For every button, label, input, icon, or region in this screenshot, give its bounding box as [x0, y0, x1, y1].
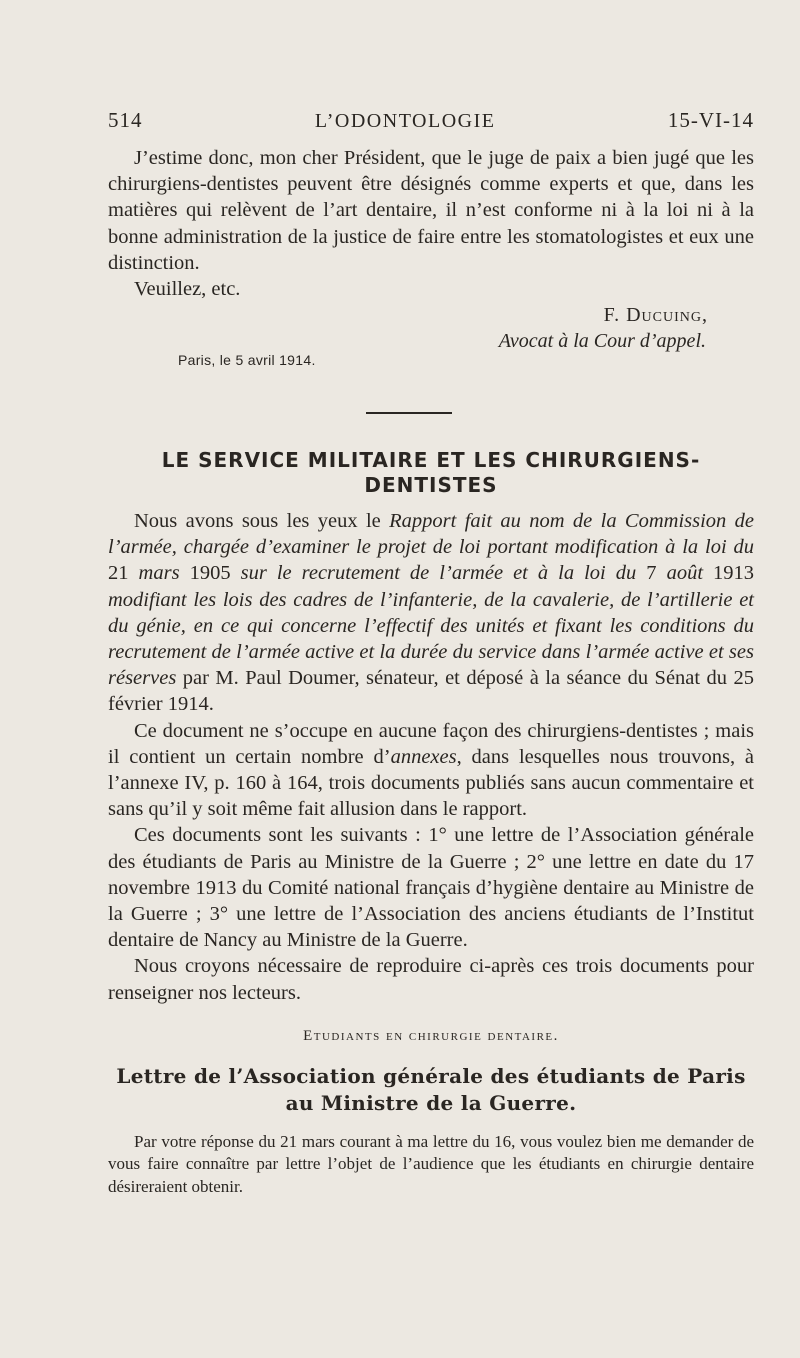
article-paragraph-3: Ces documents sont les suivants : 1° une lettre de l’Association générale des étudiants de Paris au Ministre de la Guerre ; 2° une lettre en date du 17 novembre 1913 du Comité national français d’hygiène dentaire au Ministre de la Guerre ; 3° une lettre de l’Association des anciens étudiants de l’Institut dentaire de Nancy au Ministre de la Guerre. [108, 824, 754, 952]
page-number: 514 [108, 108, 143, 132]
signature-block [108, 302, 754, 380]
article-title: LE SERVICE MILITAIRE ET LES CHIRURGIENS-DENTISTES [161, 448, 701, 498]
signature-name: F. Ducuing, [603, 304, 708, 327]
letter-paragraph: J’estime donc, mon cher Président, que le juge de paix a bien jugé que les chirurgiens-dentistes peuvent être désignés comme experts et que, dans les matières qui relèvent de l’art dentaire, il n’est conforme ni à la loi ni à la bonne administration de la justice de faire entre les stomatologistes et eux une distinction. [108, 147, 754, 274]
article-paragraph-1: Nous avons sous les yeux le Rapport fait au nom de la Commission de l’armée, chargée d’examiner le projet de loi portant modification à la loi du 21 mars 1905 sur le recrutement de l’armée et à la loi du 7 août 1913 modifiant les lois des cadres de l’infanterie, de la cavalerie, de l’artillerie et du génie, en ce qui concerne l’effectif des unités et fixant les conditions du recrutement de l’armée active et la durée du service dans l’armée active et ses réserves par M. Paul Doumer, sénateur, et déposé à la séance du Sénat du 25 février 1914. [108, 510, 755, 716]
section-heading: Etudiants en chirurgie dentaire. [303, 1027, 559, 1044]
letter-text: Par votre réponse du 21 mars courant à ma lettre du 16, vous voulez bien me demander de vous faire connaître par lettre l’objet de l’audience que les étudiants en chirurgie dentaire désireraient obtenir. [108, 1131, 754, 1196]
running-header [108, 108, 754, 133]
letter-title-line-2: au Ministre de la Guerre. [285, 1090, 577, 1115]
section-divider [366, 412, 452, 414]
letter-title-line-1: Lettre de l’Association générale des étudiants de Paris [116, 1063, 746, 1088]
letter-closing: Veuillez, etc. [134, 278, 241, 301]
issue-date: 15-VI-14 [667, 108, 754, 132]
article-paragraph-4: Nous croyons nécessaire de reproduire ci-après ces trois documents pour renseigner nos lecteurs. [108, 955, 754, 1004]
place-date: Paris, le 5 avril 1914. [178, 352, 316, 369]
letter-title [108, 1063, 754, 1117]
journal-title: L’ODONTOLOGIE [314, 110, 496, 132]
article-paragraph-2: Ce document ne s’occupe en aucune façon des chirurgiens-dentistes ; mais il contient un certain nombre d’annexes, dans lesquelles nous trouvons, à l’annexe IV, p. 160 à 164, trois documents publiés sans aucun commentaire et sans qu’il y soit même fait allusion dans le rapport. [108, 719, 754, 821]
signature-role: Avocat à la Cour d’appel. [498, 330, 706, 353]
